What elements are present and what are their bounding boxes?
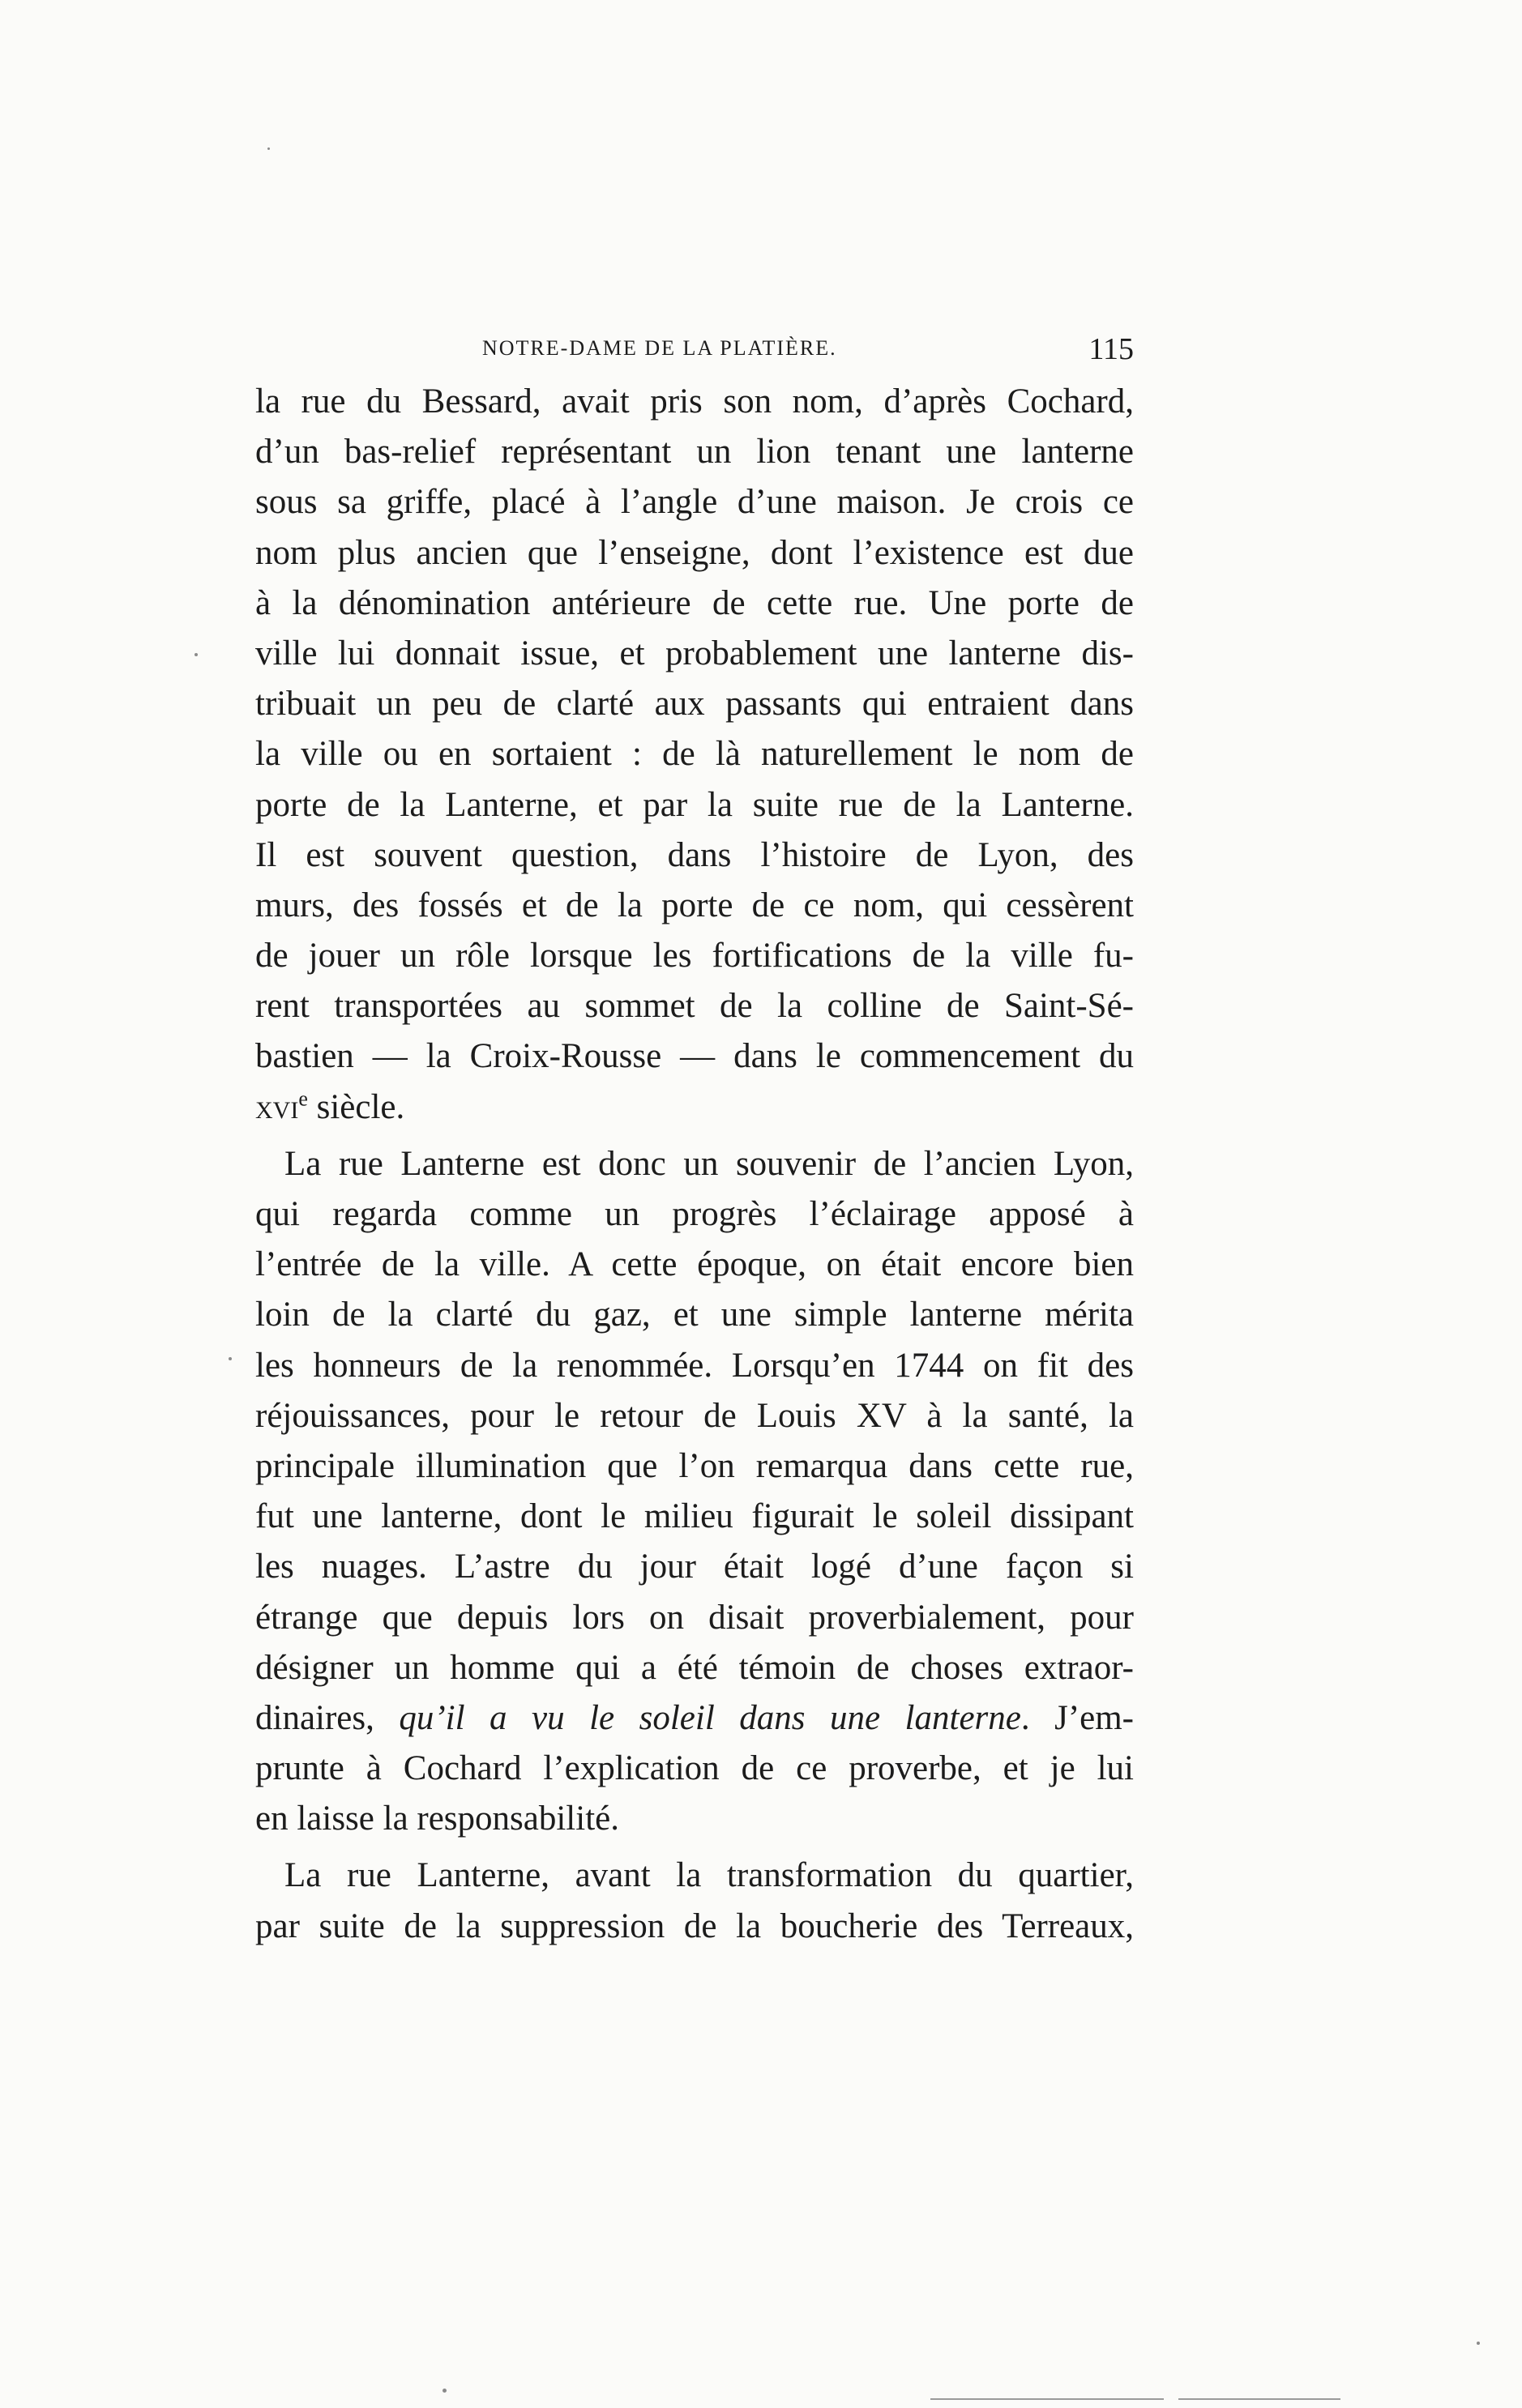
century-superscript: e <box>298 1087 308 1111</box>
scan-speck <box>229 1357 232 1360</box>
text-line: de jouer un rôle lorsque les fortifications de la ville fu- <box>255 937 1134 976</box>
scan-speck <box>442 2389 447 2393</box>
running-title: NOTRE-DAME DE LA PLATIÈRE. <box>482 336 837 360</box>
text-line: La rue Lanterne est donc un souvenir de l’ancien Lyon, <box>284 1144 1134 1183</box>
scan-speck <box>1477 2342 1480 2345</box>
line-text: dinaires, <box>255 1698 400 1737</box>
text-line: réjouissances, pour le retour de Louis XV à la santé, la <box>255 1396 1134 1435</box>
text-line: l’entrée de la ville. A cette époque, on était encore bien <box>255 1245 1134 1284</box>
text-line: fut une lanterne, dont le milieu figurait le soleil dissipant <box>255 1497 1134 1536</box>
page-number: 115 <box>1088 332 1134 366</box>
text-line: bastien — la Croix-Rousse — dans le commencement du <box>255 1037 1134 1076</box>
text-line: la rue du Bessard, avait pris son nom, d’après Cochard, <box>255 382 1134 421</box>
page-header <box>255 328 1134 377</box>
text-line: tribuait un peu de clarté aux passants qui entraient dans <box>255 685 1134 724</box>
body-text <box>255 377 1134 1952</box>
scan-speck <box>195 653 198 656</box>
scan-speck <box>267 147 270 150</box>
text-line: loin de la clarté du gaz, et une simple lanterne mérita <box>255 1296 1134 1334</box>
text-line: la ville ou en sortaient : de là naturellement le nom de <box>255 735 1134 774</box>
text-line: rent transportées au sommet de la colline de Saint-Sé- <box>255 987 1134 1026</box>
line-text: . J’em- <box>1020 1698 1134 1737</box>
text-line: étrange que depuis lors on disait proverbialement, pour <box>255 1598 1134 1637</box>
century-numeral: xvi <box>255 1087 299 1126</box>
text-line: désigner un homme qui a été témoin de choses extraor- <box>255 1648 1134 1687</box>
text-line: prunte à Cochard l’explication de ce proverbe, et je lui <box>255 1749 1134 1788</box>
text-line: Il est souvent question, dans l’histoire de Lyon, des <box>255 835 1134 874</box>
text-line: les nuages. L’astre du jour était logé d’une façon si <box>255 1548 1134 1586</box>
text-line: principale illumination que l’on remarqua dans cette rue, <box>255 1446 1134 1485</box>
text-line <box>255 1082 1134 1133</box>
paragraph-1 <box>255 377 1134 1133</box>
text-line: murs, des fossés et de la porte de ce nom, qui cessèrent <box>255 886 1134 924</box>
text-line: porte de la Lanterne, et par la suite rue de la Lanterne. <box>255 785 1134 824</box>
paragraph-3 <box>255 1851 1134 1951</box>
proverb-italic: qu’il a vu le soleil dans une lanterne <box>399 1698 1021 1737</box>
text-line <box>255 1693 1134 1744</box>
text-line: par suite de la suppression de la boucherie des Terreaux, <box>255 1906 1134 1945</box>
text-line: ville lui donnait issue, et probablement une lanterne dis- <box>255 634 1134 672</box>
text-line: sous sa griffe, placé à l’angle d’une maison. Je crois ce <box>255 483 1134 522</box>
text-line: les honneurs de la renommée. Lorsqu’en 1744 on fit des <box>255 1346 1134 1385</box>
paragraph-2 <box>255 1139 1134 1845</box>
scan-edge-line <box>930 2398 1164 2400</box>
text-line: en laisse la responsabilité. <box>255 1800 619 1838</box>
text-line: à la dénomination antérieure de cette rue. Une porte de <box>255 583 1134 622</box>
scan-edge-line <box>1178 2398 1340 2400</box>
text-line: qui regarda comme un progrès l’éclairage apposé à <box>255 1195 1134 1233</box>
text-line: nom plus ancien que l’enseigne, dont l’existence est due <box>255 533 1134 572</box>
text-line: d’un bas-relief représentant un lion tenant une lanterne <box>255 433 1134 472</box>
line-text: siècle. <box>307 1087 405 1126</box>
text-line: La rue Lanterne, avant la transformation du quartier, <box>284 1856 1134 1895</box>
